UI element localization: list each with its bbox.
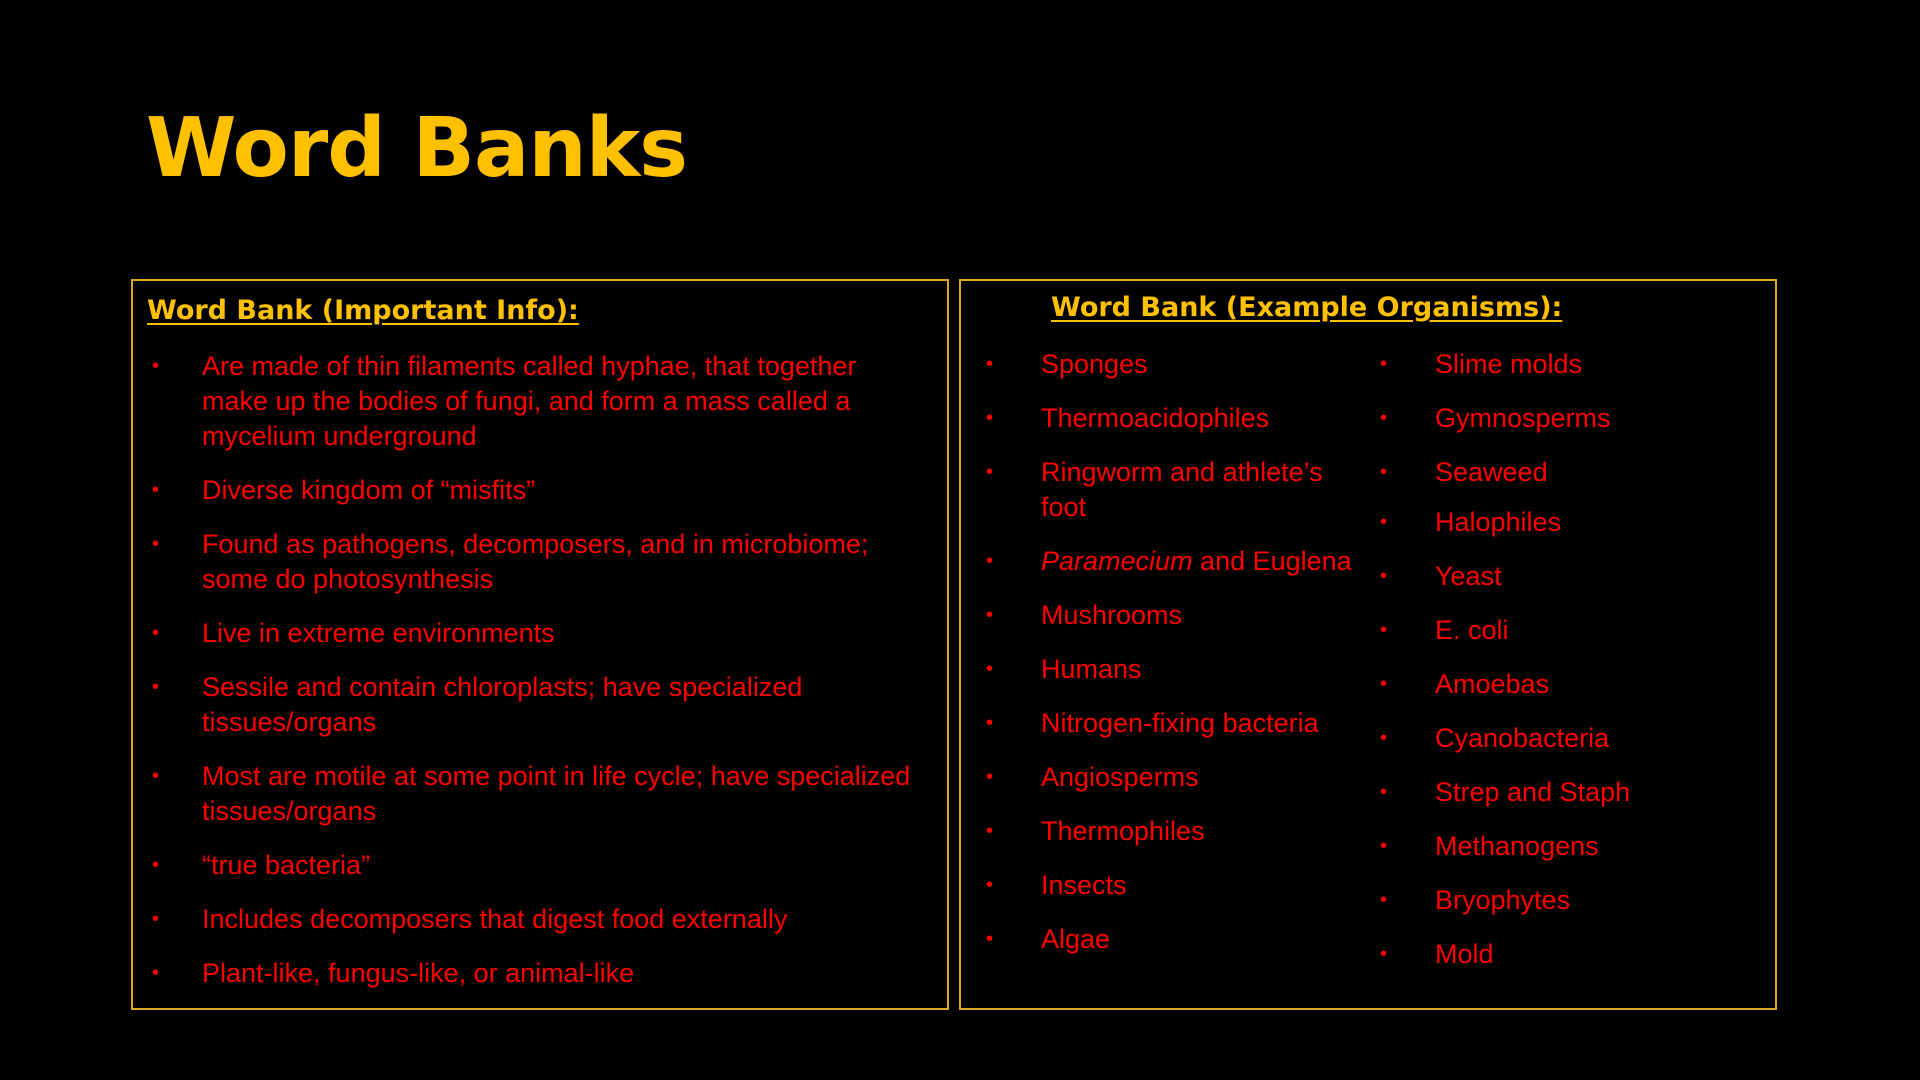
list-item: • Humans [961, 652, 1361, 687]
list-item: • Strep and Staph [1355, 775, 1755, 810]
bullet-icon: • [152, 355, 160, 377]
list-item: • Seaweed [1355, 455, 1755, 490]
list-item: • Paramecium and Euglena [961, 544, 1361, 579]
important-info-box [131, 279, 949, 1010]
important-info-heading: Word Bank (Important Info): [147, 295, 579, 326]
organisms-column-b [1355, 347, 1755, 991]
bullet-icon: • [986, 658, 994, 680]
bullet-icon: • [986, 353, 994, 375]
list-item: • Halophiles [1355, 505, 1755, 540]
list-item: • Amoebas [1355, 667, 1755, 702]
list-item: • Are made of thin filaments called hyphae, that together make up the bodies of fungi, and form a mass called a mycelium underground [152, 351, 857, 451]
slide-title: Word Banks [146, 101, 688, 196]
list-item: • Slime molds [1355, 347, 1755, 382]
list-item: • Algae [961, 922, 1361, 957]
list-item: • Gymnosperms [1355, 401, 1755, 436]
bullet-icon: • [1380, 781, 1388, 803]
bullet-icon: • [152, 676, 160, 698]
bullet-icon: • [986, 928, 994, 950]
bullet-icon: • [986, 407, 994, 429]
bullet-icon: • [1380, 889, 1388, 911]
list-item: • Yeast [1355, 559, 1755, 594]
bullet-icon: • [1380, 353, 1388, 375]
bullet-icon: • [1380, 565, 1388, 587]
list-item: • Methanogens [1355, 829, 1755, 864]
organisms-column-a [961, 347, 1361, 976]
bullet-icon: • [1380, 943, 1388, 965]
list-item: • Found as pathogens, decomposers, and in microbiome; some do photosynthesis [152, 529, 869, 594]
list-item: • Bryophytes [1355, 883, 1755, 918]
italic-genus: Paramecium [1041, 546, 1193, 576]
bullet-icon: • [1380, 727, 1388, 749]
bullet-icon: • [1380, 619, 1388, 641]
bullet-icon: • [152, 854, 160, 876]
list-item: • E. coli [1355, 613, 1755, 648]
bullet-icon: • [986, 712, 994, 734]
list-item: • Most are motile at some point in life cycle; have specialized tissues/organs [152, 761, 911, 826]
list-item: • Cyanobacteria [1355, 721, 1755, 756]
list-item: • “true bacteria” [147, 848, 927, 883]
list-item: • Includes decomposers that digest food externally [147, 902, 927, 937]
bullet-icon: • [1380, 835, 1388, 857]
example-organisms-box [959, 279, 1777, 1010]
list-item: • Plant-like, fungus-like, or animal-like [147, 956, 927, 991]
list-item: • Nitrogen-fixing bacteria [961, 706, 1361, 741]
list-item: • Thermoacidophiles [961, 401, 1361, 436]
bullet-icon: • [152, 533, 160, 555]
list-item: • Sessile and contain chloroplasts; have specialized tissues/organs [152, 672, 803, 737]
list-item: • Live in extreme environments [147, 616, 927, 651]
bullet-icon: • [986, 874, 994, 896]
important-info-list [147, 349, 927, 1010]
bullet-icon: • [152, 479, 160, 501]
list-item: • Mushrooms [961, 598, 1361, 633]
bullet-icon: • [152, 908, 160, 930]
list-item: • Mold [1355, 937, 1755, 972]
list-item: • Sponges [961, 347, 1361, 382]
list-item: • Angiosperms [961, 760, 1361, 795]
bullet-icon: • [1380, 511, 1388, 533]
bullet-icon: • [986, 820, 994, 842]
list-item: • Insects [961, 868, 1361, 903]
example-organisms-heading: Word Bank (Example Organisms): [1051, 292, 1563, 323]
bullet-icon: • [152, 622, 160, 644]
bullet-icon: • [1380, 407, 1388, 429]
list-item: • Thermophiles [961, 814, 1361, 849]
bullet-icon: • [1380, 673, 1388, 695]
bullet-icon: • [986, 461, 994, 483]
list-item: • Ringworm and athlete’s foot [986, 457, 1323, 522]
bullet-icon: • [152, 765, 160, 787]
bullet-icon: • [986, 604, 994, 626]
bullet-icon: • [1380, 461, 1388, 483]
bullet-icon: • [986, 766, 994, 788]
bullet-icon: • [986, 550, 994, 572]
list-item: • Diverse kingdom of “misfits” [147, 473, 927, 508]
bullet-icon: • [152, 962, 160, 984]
